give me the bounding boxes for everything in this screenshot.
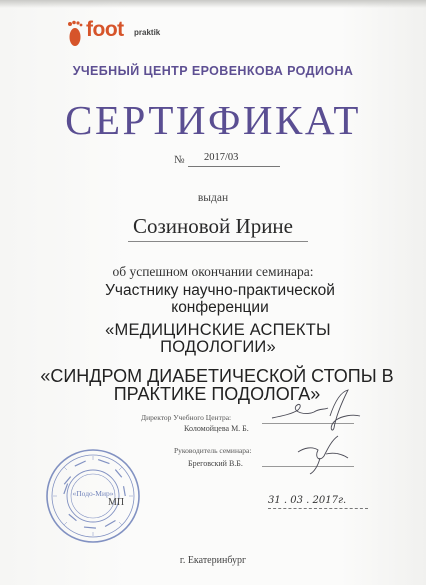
training-center-name: УЧЕБНЫЙ ЦЕНТР ЕРОВЕНКОВА РОДИОНА (72, 64, 354, 78)
seminar-topic: «СИНДРОМ ДИАБЕТИЧЕСКОЙ СТОПЫ В ПРАКТИКЕ ПОДОЛОГА» (40, 366, 394, 404)
handwritten-date: 31 . 03 . 2017г. (268, 495, 347, 506)
stamp-mp-label: МП (108, 497, 125, 508)
certificate-title: СЕРТИФИКАТ (65, 97, 361, 143)
conference-text: Участнику научно-практической конференции (105, 282, 335, 316)
director-name: Коломойцева М. Б. (184, 424, 249, 433)
city-name: г. Екатеринбург (179, 555, 247, 566)
number-sign: № (174, 154, 185, 166)
scan-edge-shadow (0, 0, 426, 8)
completion-text: об успешном окончании семинара: (112, 264, 314, 279)
seminar-lead-title: Руководитель семинара: (174, 446, 252, 455)
seminar-lead-name: Бреговский В.Б. (188, 459, 243, 468)
footpraktik-logo (66, 18, 186, 50)
certificate-number: 2017/03 (204, 152, 239, 163)
conference-title: «МЕДИЦИНСКИЕ АСПЕКТЫ ПОДОЛОГИИ» (105, 321, 331, 356)
seminar-lead-signature (290, 428, 360, 478)
logo-suffix: praktik (134, 28, 161, 37)
footprint-icon (66, 20, 84, 48)
date-line (268, 508, 368, 509)
recipient-underline (128, 241, 308, 242)
certificate-number-row (174, 152, 304, 170)
logo-brand: foot (86, 18, 124, 41)
stamp-center-text: «Подо-Мир» (72, 489, 114, 498)
director-title: Директор Учебного Центра: (141, 413, 232, 422)
number-underline (188, 166, 280, 167)
issued-label: выдан (197, 192, 229, 204)
recipient-name: Созиновой Ирине (132, 214, 293, 238)
